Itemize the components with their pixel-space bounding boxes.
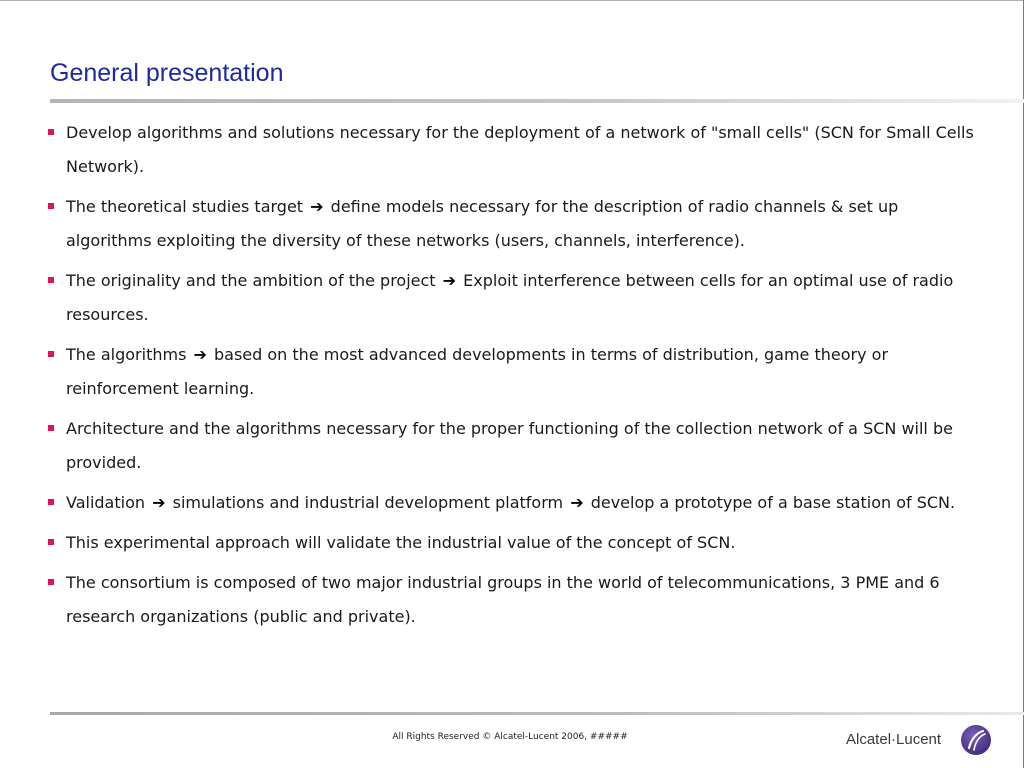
bullet-text: The algorithms	[66, 345, 187, 364]
bullet-item-7	[48, 526, 978, 560]
bullet-text: This experimental approach will validate the industrial value of the concept of SCN.	[66, 533, 736, 552]
bullet-marker	[48, 351, 54, 357]
bullet-item-8	[48, 566, 978, 634]
bullet-text: define models necessary for the description of radio channels & set up algorithms exploiting the diversity of these networks (users, channels, interference).	[66, 197, 899, 250]
bullet-item-6	[48, 486, 978, 520]
logo-wordmark: Alcatel·Lucent	[846, 731, 942, 748]
bullet-marker	[48, 499, 54, 505]
title-divider	[50, 99, 1024, 103]
right-arrow-icon: ➔	[442, 271, 457, 290]
footer-divider	[50, 712, 1024, 715]
alcatel-lucent-swirl-icon	[960, 724, 992, 756]
bullet-item-2	[48, 190, 978, 258]
bullet-marker	[48, 539, 54, 545]
bullet-list	[48, 116, 978, 640]
right-arrow-icon: ➔	[570, 493, 584, 512]
bullet-text: Exploit interference between cells for an optimal use of radio resources.	[66, 271, 954, 324]
bullet-text: develop a prototype of a base station of SCN.	[590, 493, 956, 512]
company-logo	[846, 722, 996, 760]
bullet-marker	[48, 203, 54, 209]
copyright-notice: All Rights Reserved © Alcatel-Lucent 2006, #####	[392, 732, 628, 742]
bullet-text: Validation	[66, 493, 146, 512]
bullet-text: Architecture and the algorithms necessary for the proper functioning of the collection network of a SCN will be provided.	[66, 419, 953, 472]
bullet-text: simulations and industrial development platform	[172, 493, 564, 512]
slide-title: General presentation	[50, 59, 284, 87]
right-arrow-icon: ➔	[193, 345, 207, 364]
bullet-item-4	[48, 338, 978, 406]
bullet-marker	[48, 129, 54, 135]
bullet-text: The consortium is composed of two major industrial groups in the world of telecommunications, 3 PME and 6 research organizations (public and private).	[66, 573, 940, 626]
bullet-item-3	[48, 264, 978, 332]
bullet-text: based on the most advanced developments in terms of distribution, game theory or reinforcement learning.	[66, 345, 889, 398]
bullet-item-5	[48, 412, 978, 480]
bullet-text: Develop algorithms and solutions necessary for the deployment of a network of "small cells" (SCN for Small Cells Network).	[66, 123, 974, 176]
right-arrow-icon: ➔	[152, 493, 166, 512]
bullet-text: The originality and the ambition of the project	[66, 271, 436, 290]
bullet-marker	[48, 425, 54, 431]
bullet-text: The theoretical studies target	[66, 197, 304, 216]
bullet-marker	[48, 579, 54, 585]
slide-top-border	[0, 0, 1024, 1]
bullet-item-1	[48, 116, 978, 184]
right-arrow-icon: ➔	[310, 197, 324, 216]
bullet-marker	[48, 277, 54, 283]
